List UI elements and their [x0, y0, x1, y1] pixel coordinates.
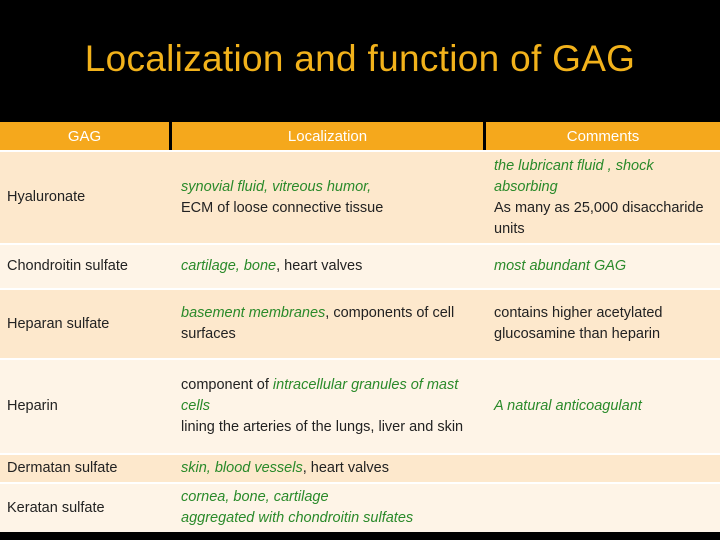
gag-comments	[486, 150, 720, 243]
localization-text: component of	[181, 377, 273, 393]
localization-text: basement membranes	[181, 305, 326, 321]
gag-name: Dermatan sulfate	[0, 453, 172, 482]
gag-localization	[172, 453, 486, 482]
localization-text: , heart valves	[302, 460, 389, 476]
comment-text: A natural anticoagulant	[494, 398, 642, 414]
gag-name: Heparin	[0, 358, 172, 453]
table-row	[0, 358, 720, 453]
localization-text: cartilage, bone	[181, 258, 277, 274]
localization-text: skin, blood vessels	[181, 460, 303, 476]
header-localization: Localization	[172, 122, 486, 150]
comment-text: the lubricant fluid , shock absorbing	[494, 157, 654, 195]
localization-text: intracellular granules of mast cells	[181, 377, 459, 414]
gag-comments	[486, 453, 720, 482]
table-row	[0, 482, 720, 532]
comment-text: most abundant GAG	[494, 258, 627, 274]
header-comments: Comments	[486, 122, 720, 150]
gag-name: Keratan sulfate	[0, 482, 172, 532]
localization-text: lining the arteries of the lungs, liver and skin	[181, 419, 464, 435]
comment-text: contains higher acetylated glucosamine than heparin	[494, 305, 663, 342]
gag-comments	[486, 243, 720, 288]
gag-comments	[486, 358, 720, 453]
gag-localization	[172, 358, 486, 453]
gag-table	[0, 122, 720, 532]
title-band	[0, 0, 720, 112]
slide-title: Localization and function of GAG	[84, 38, 636, 79]
gag-localization	[172, 482, 486, 532]
localization-text: synovial fluid, vitreous humor,	[181, 178, 372, 195]
localization-text: aggregated with chondroitin sulfates	[181, 510, 414, 526]
table-row	[0, 150, 720, 243]
gag-localization	[172, 150, 486, 243]
localization-text: ECM of loose connective tissue	[181, 199, 384, 216]
localization-text: , components of cell surfaces	[181, 305, 455, 342]
localization-text: cornea, bone, cartilage	[181, 489, 329, 505]
table-row	[0, 243, 720, 288]
gag-name: Hyaluronate	[0, 150, 172, 243]
gag-name: Heparan sulfate	[0, 288, 172, 358]
header-gag: GAG	[0, 122, 172, 150]
gag-localization	[172, 288, 486, 358]
gag-comments	[486, 288, 720, 358]
localization-text: , heart valves	[276, 258, 363, 274]
gag-localization	[172, 243, 486, 288]
gag-comments	[486, 482, 720, 532]
comment-text: As many as 25,000 disaccharide units	[494, 199, 704, 237]
table-row	[0, 288, 720, 358]
table-row	[0, 453, 720, 482]
gag-name: Chondroitin sulfate	[0, 243, 172, 288]
header-row	[0, 122, 720, 150]
